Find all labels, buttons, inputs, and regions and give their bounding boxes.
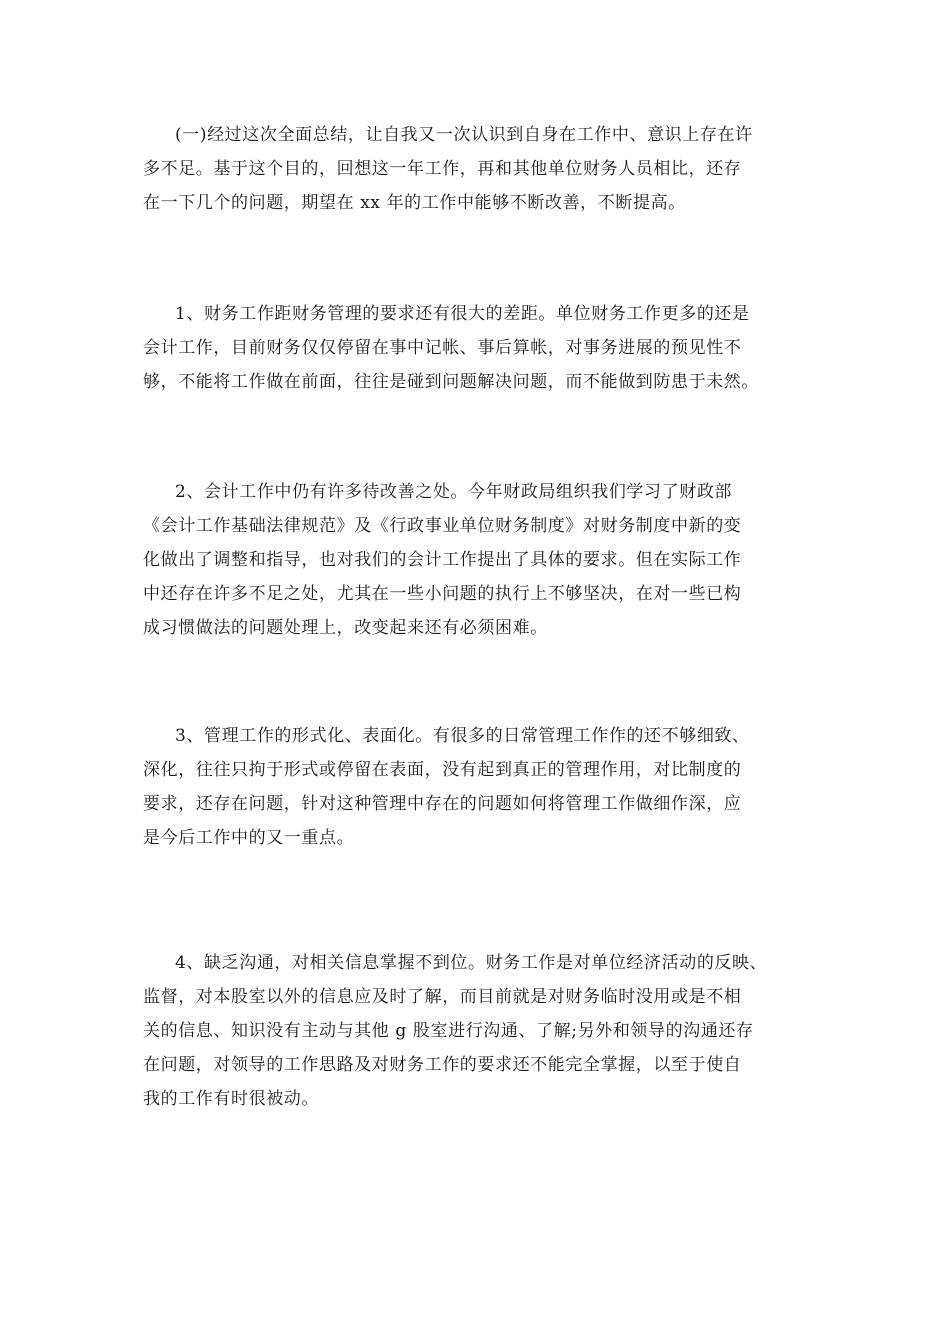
paragraph-line: 要求，还存在问题，针对这种管理中存在的问题如何将管理工作做细作深，应 [143,794,742,814]
paragraph-line: 《会计工作基础法律规范》及《行政事业单位财务制度》对财务制度中新的变 [143,516,742,536]
paragraph-line: 在一下几个的问题，期望在 xx 年的工作中能够不断改善，不断提高。 [143,193,686,213]
paragraph-item-2 [143,475,808,645]
paragraph-line: (一)经过这次全面总结，让自我又一次认识到自身在工作中、意识上存在许 [175,125,753,145]
paragraph-line: 是今后工作中的又一重点。 [143,828,355,848]
paragraph-line: 关的信息、知识没有主动与其他 g 股室进行沟通、了解;另外和领导的沟通还存 [143,1021,754,1041]
paragraph-line: 4、缺乏沟通，对相关信息掌握不到位。财务工作是对单位经济活动的反映、 [175,953,768,973]
paragraph-line: 化做出了调整和指导，也对我们的会计工作提出了具体的要求。但在实际工作 [143,550,742,570]
paragraph-line: 我的工作有时很被动。 [143,1089,319,1109]
paragraph-line: 3、管理工作的形式化、表面化。有很多的日常管理工作作的还不够细致、 [175,726,750,746]
paragraph-line: 会计工作，目前财务仅仅停留在事中记帐、事后算帐，对事务进展的预见性不 [143,338,742,358]
paragraph-line: 多不足。基于这个目的，回想这一年工作，再和其他单位财务人员相比，还存 [143,159,742,179]
paragraph-item-4 [143,946,808,1116]
paragraph-line: 监督，对本股室以外的信息应及时了解，而目前就是对财务临时没用或是不相 [143,987,742,1007]
paragraph-line: 够，不能将工作做在前面，往往是碰到问题解决问题，而不能做到防患于未然。 [143,372,759,392]
paragraph-line: 1、财务工作距财务管理的要求还有很大的差距。单位财务工作更多的还是 [175,304,750,324]
paragraph-item-1 [143,297,808,399]
paragraph-line: 在问题，对领导的工作思路及对财务工作的要求还不能完全掌握，以至于使自 [143,1055,742,1075]
paragraph-intro [143,118,808,220]
paragraph-line: 深化，往往只拘于形式或停留在表面，没有起到真正的管理作用，对比制度的 [143,760,742,780]
paragraph-line: 2、会计工作中仍有许多待改善之处。今年财政局组织我们学习了财政部 [175,482,733,502]
paragraph-line: 中还存在许多不足之处，尤其在一些小问题的执行上不够坚决，在对一些已构 [143,584,742,604]
paragraph-line: 成习惯做法的问题处理上，改变起来还有必须困难。 [143,618,548,638]
paragraph-item-3 [143,719,808,855]
